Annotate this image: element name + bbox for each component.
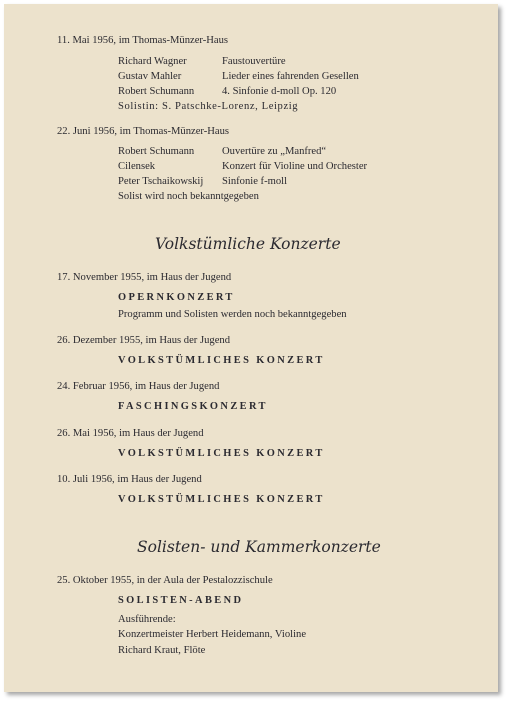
event-title: VOLKSTÜMLICHES KONZERT <box>118 494 325 505</box>
event-title: VOLKSTÜMLICHES KONZERT <box>118 355 325 366</box>
section-heading: Volkstümliche Konzerte <box>155 235 341 253</box>
work: Konzert für Violine und Orchester <box>222 161 368 172</box>
composer: Richard Wagner <box>118 56 187 67</box>
soloist-line: Solistin: S. Patschke-Lorenz, Leipzig <box>118 101 299 112</box>
event-date-venue: 26. Dezember 1955, im Haus der Jugend <box>57 335 230 346</box>
section-heading: Solisten- und Kammerkonzerte <box>137 538 381 556</box>
event-date-venue: 25. Oktober 1955, in der Aula der Pestalozzischule <box>57 575 273 586</box>
work: Sinfonie f-moll <box>222 176 288 187</box>
performers-label: Ausführende: <box>118 614 176 625</box>
concert-date-venue: 22. Juni 1956, im Thomas-Münzer-Haus <box>57 126 230 137</box>
soloist-line: Solist wird noch bekanntgegeben <box>118 191 259 202</box>
work: 4. Sinfonie d-moll Op. 120 <box>222 86 337 97</box>
event-note: Programm und Solisten werden noch bekanntgegeben <box>118 309 347 320</box>
performer: Richard Kraut, Flöte <box>118 645 206 656</box>
work: Lieder eines fahrenden Gesellen <box>222 71 359 82</box>
event-title: SOLISTEN-ABEND <box>118 595 244 606</box>
composer: Gustav Mahler <box>118 71 182 82</box>
composer: Cilensek <box>118 161 156 172</box>
event-date-venue: 24. Februar 1956, im Haus der Jugend <box>57 381 220 392</box>
event-title: VOLKSTÜMLICHES KONZERT <box>118 448 325 459</box>
performer: Konzertmeister Herbert Heidemann, Violine <box>118 629 307 640</box>
event-title: OPERNKONZERT <box>118 292 235 303</box>
work: Faustouvertüre <box>222 56 286 67</box>
program-page <box>4 4 498 692</box>
work: Ouvertüre zu „Manfred“ <box>222 146 327 157</box>
concert-date-venue: 11. Mai 1956, im Thomas-Münzer-Haus <box>57 35 229 46</box>
composer: Robert Schumann <box>118 86 195 97</box>
composer: Peter Tschaikowskij <box>118 176 204 187</box>
event-date-venue: 10. Juli 1956, im Haus der Jugend <box>57 474 202 485</box>
composer: Robert Schumann <box>118 146 195 157</box>
event-date-venue: 17. November 1955, im Haus der Jugend <box>57 272 232 283</box>
event-date-venue: 26. Mai 1956, im Haus der Jugend <box>57 428 204 439</box>
event-title: FASCHINGSKONZERT <box>118 401 268 412</box>
